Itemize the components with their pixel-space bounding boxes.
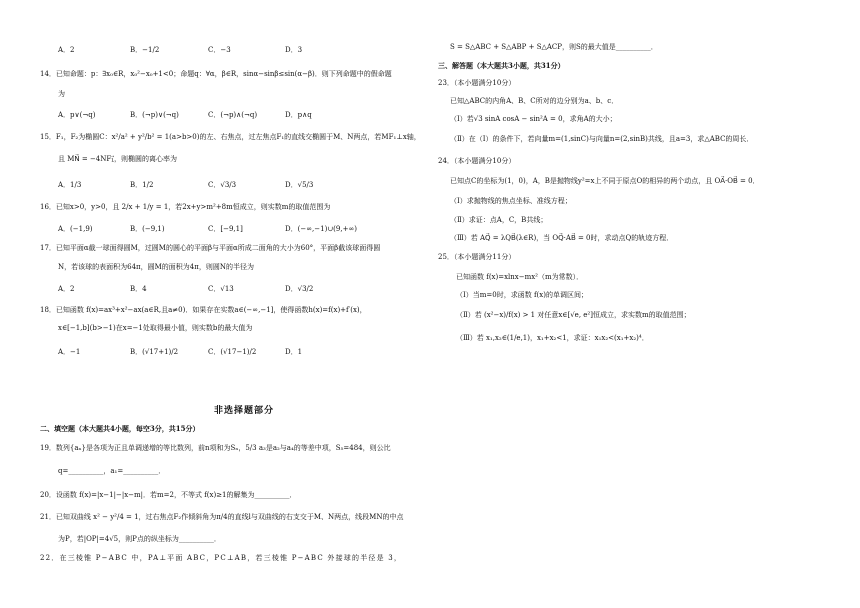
q19-line-1: 19．数列{aₙ}是各项为正且单调递增的等比数列，前n项和为Sₙ，5/3 a₃是a₂与a₄的等差中项，S₅=484，则公比	[40, 444, 391, 452]
q24-part-1: （Ⅰ）求抛物线的焦点坐标、准线方程；	[450, 197, 572, 205]
q18-option-b: B．(√17+1)/2	[130, 348, 179, 356]
q15-option-b: B．1/2	[130, 181, 154, 189]
q15-line-2: 且 MN⃗ = −4NF₁⃗，则椭圆的离心率为	[58, 155, 178, 163]
q14-option-a: A．p∨(¬q)	[58, 111, 96, 119]
q23-stem: 已知△ABC的内角A、B、C所对的边分别为a、b、c．	[450, 97, 619, 105]
q14-option-d: D．p∧q	[285, 111, 312, 119]
q23-part-1: （Ⅰ）若√3 sinA cosA − sin²A = 0，求角A的大小；	[450, 115, 617, 123]
q18-option-c: C．(√17−1)/2	[208, 348, 257, 356]
section-2-heading: 二、填空题（本大题共4小题，每空3分，共15分）	[40, 424, 200, 433]
q19-line-2: q=__________，a₁=__________．	[58, 467, 166, 475]
q17-option-d: D．√3/2	[285, 285, 314, 293]
q23-part-2: （Ⅱ）在（Ⅰ）的条件下，若向量m=(1,sinC)与向量n=(2,sinB)共线，且a=3，求△ABC的周长．	[450, 135, 754, 143]
q22-continuation: S = S△ABC + S△ABP + S△ACP，则S的最大值是__________．	[450, 43, 658, 51]
q24-part-3: （Ⅲ）若 AQ⃗ = λQB⃗(λ∈R)，当 OQ⃗·AB⃗ = 0时，求动点Q的轨迹方程．	[450, 234, 674, 242]
q25-part-1: （Ⅰ）当m=0时，求函数 f(x)的单调区间；	[456, 291, 588, 299]
q14-option-b: B．(¬p)∨(¬q)	[130, 111, 179, 119]
q22-line-1: 22．在三棱锥 P−ABC 中，PA⊥平面 ABC，PC⊥AB，若三棱锥 P−ABC 外接球的半径是 3，	[40, 554, 403, 562]
q21-line-1: 21．已知双曲线 x² − y²/4 = 1，过右焦点F₂作倾斜角为π/4的直线l与双曲线的右支交于M、N两点，线段MN的中点	[40, 513, 404, 521]
q15-option-a: A．1/3	[58, 181, 82, 189]
q25-header: 25．（本小题满分11分）	[438, 253, 516, 261]
q16-line-1: 16．已知x>0，y>0，且 2/x + 1/y = 1，若2x+y>m²+8m恒成立，则实数m的取值范围为	[40, 203, 331, 211]
part-title: 非选择题部分	[213, 406, 274, 416]
q18-option-d: D．1	[285, 348, 303, 356]
q25-part-2: （Ⅱ）若 (x²−x)/f(x) > 1 对任意x∈[√e, e²]恒成立，求实数m的取值范围；	[456, 311, 691, 319]
q15-option-c: C．√3/3	[208, 181, 237, 189]
section-3-heading: 三、解答题（本大题共3小题，共31分）	[438, 61, 565, 70]
q16-option-c: C．[−9,1]	[208, 225, 243, 233]
q24-header: 24．（本小题满分10分）	[438, 157, 516, 165]
q24-stem: 已知点C的坐标为(1，0)，A，B是抛物线y²=x上不同于原点O的相异的两个动点，且 OA⃗·OB⃗ = 0．	[450, 177, 760, 185]
q21-line-2: 为P，若|OP|=4√5，则P点的纵坐标为__________．	[58, 535, 221, 543]
q17-line-1: 17．已知平面α截一球面得圆M，过圆M的圆心的平面β与平面α所成二面角的大小为60°，平面β截该球面得圆	[40, 244, 381, 252]
q20-line-1: 20．设函数 f(x)=|x−1|−|x−m|．若m=2，不等式 f(x)≥1的解集为__________．	[40, 491, 297, 499]
q16-option-b: B．(−9,1)	[130, 225, 165, 233]
q14-option-c: C．(¬p)∧(¬q)	[208, 111, 258, 119]
q18-option-a: A．−1	[58, 348, 81, 356]
q14-line-1: 14．已知命题：p：∃x₀∈R，x₀²−x₀+1<0；命题q：∀α，β∈R，sinα−sinβ≤sin(α−β)．则下列命题中的假命题	[40, 70, 392, 78]
q25-stem: 已知函数 f(x)=xlnx−mx²（m为常数）．	[456, 273, 584, 281]
q16-option-d: D．(−∞,−1)∪(9,+∞)	[285, 225, 358, 233]
q16-option-a: A．(−1,9)	[58, 225, 93, 233]
q13-option-c: C．−3	[208, 46, 231, 54]
q13-option-d: D．3	[285, 46, 303, 54]
q13-option-b: B．−1/2	[130, 46, 160, 54]
q18-line-1: 18．已知函数 f(x)=ax³+x²−ax(a∈R,且a≠0)．如果存在实数a∈(−∞,−1]，使得函数h(x)=f(x)+f′(x)，	[40, 306, 367, 314]
q15-line-1: 15．F₁，F₂为椭圆C：x²/a² + y²/b² = 1(a>b>0)的左、右焦点，过左焦点F₁的直线交椭圆于M、N两点，若MF₁⊥x轴，	[40, 133, 421, 141]
q24-part-2: （Ⅱ）求证：点A，C，B共线；	[450, 216, 548, 224]
q17-line-2: N，若该球的表面积为64π，圆M的面积为4π，则圆N的半径为	[58, 263, 254, 271]
q23-header: 23．（本小题满分10分）	[438, 79, 516, 87]
q13-option-a: A．2	[58, 46, 75, 54]
q17-option-a: A．2	[58, 285, 75, 293]
q25-part-3: （Ⅲ）若 x₁,x₂∈(1/e,1)，x₁+x₂<1，求证：x₁x₂<(x₁+x₂)⁴．	[456, 334, 649, 342]
q17-option-c: C．√13	[208, 285, 234, 293]
q15-option-d: D．√5/3	[285, 181, 314, 189]
q18-line-2: x∈[−1,b](b>−1)在x=−1处取得最小值，则实数b的最大值为	[58, 324, 253, 332]
q17-option-b: B．4	[130, 285, 147, 293]
q14-line-2: 为	[58, 90, 65, 98]
